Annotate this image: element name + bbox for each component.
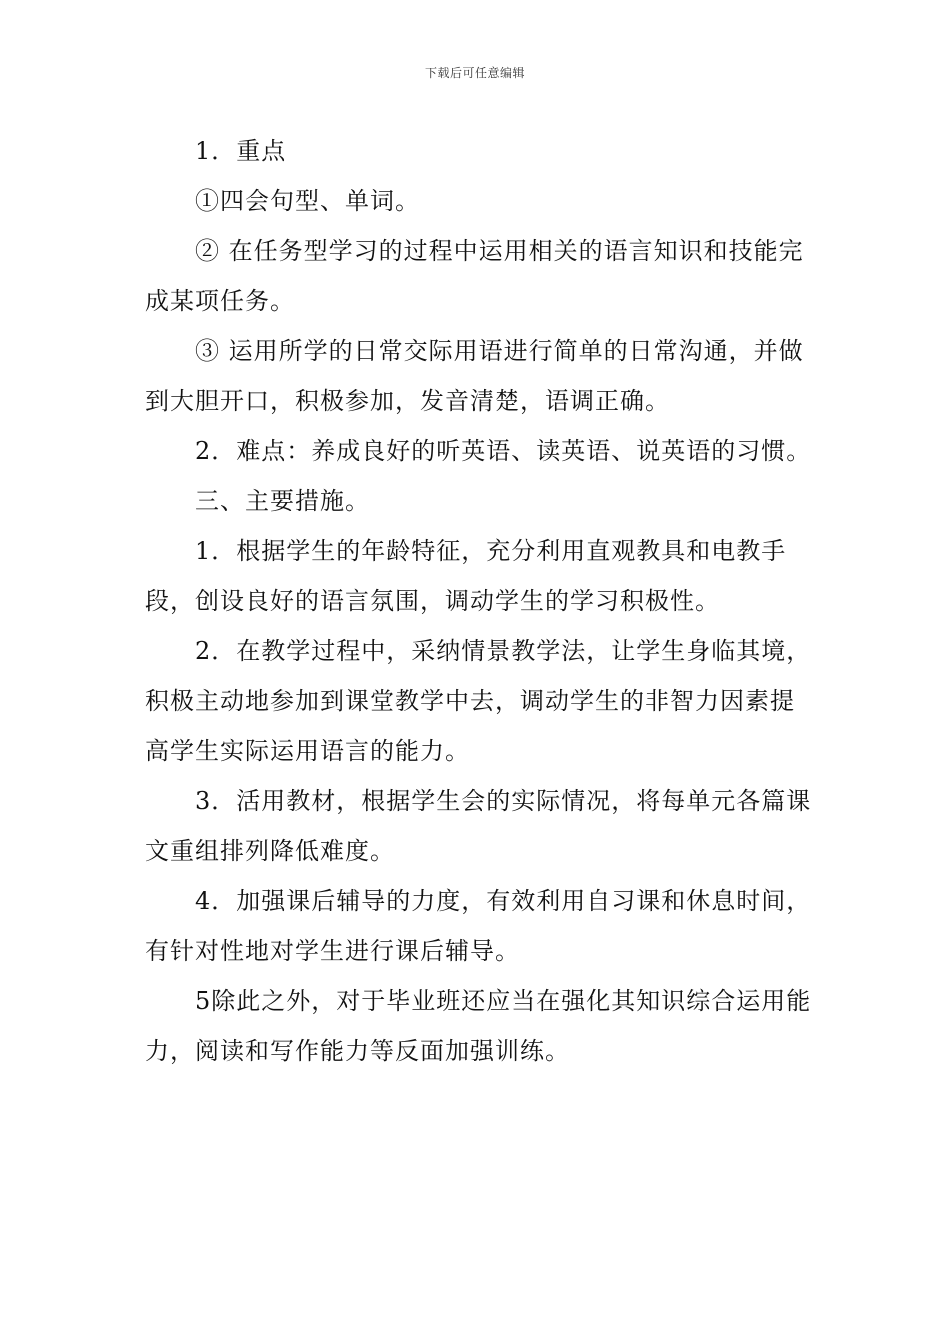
paragraph-measure-5: 5除此之外，对于毕业班还应当在强化其知识综合运用能力，阅读和写作能力等反面加强训练。 — [145, 987, 812, 1065]
paragraph-measure-4: 4．加强课后辅导的力度，有效利用自习课和休息时间，有针对性地对学生进行课后辅导。 — [145, 887, 812, 965]
paragraph-key-points-heading: 1．重点 — [195, 137, 287, 165]
paragraph-measures-heading: 三、主要措施。 — [195, 487, 370, 515]
paragraph-measure-2: 2．在教学过程中，采纳情景教学法，让学生身临其境，积极主动地参加到课堂教学中去，调动学生的非智力因素提高学生实际运用语言的能力。 — [145, 637, 812, 765]
paragraph-measure-3: 3．活用教材，根据学生会的实际情况，将每单元各篇课文重组排列降低难度。 — [145, 787, 812, 865]
paragraph-key-point-2: ② 在任务型学习的过程中运用相关的语言知识和技能完成某项任务。 — [145, 237, 804, 315]
document-body — [145, 126, 815, 1076]
paragraph-key-point-1: ①四会句型、单词。 — [195, 187, 420, 215]
page-header: 下载后可任意编辑 — [424, 66, 525, 80]
paragraph-measure-1: 1．根据学生的年龄特征，充分利用直观教具和电教手段，创设良好的语言氛围，调动学生的学习积极性。 — [145, 537, 787, 615]
paragraph-difficulties: 2．难点：养成良好的听英语、读英语、说英语的习惯。 — [195, 437, 812, 465]
paragraph-key-point-3: ③ 运用所学的日常交际用语进行简单的日常沟通，并做到大胆开口，积极参加，发音清楚，语调正确。 — [145, 337, 804, 415]
